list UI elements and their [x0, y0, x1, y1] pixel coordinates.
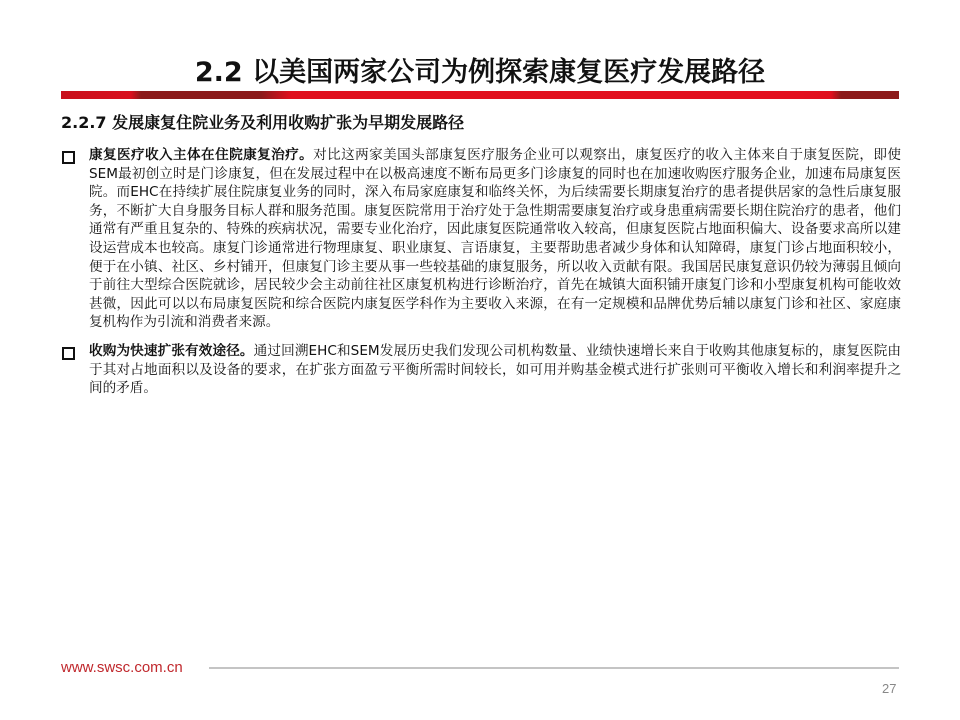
page-number: 27: [882, 681, 897, 696]
bullet-text: [89, 146, 901, 332]
bullet-body: 对比这两家美国头部康复医疗服务企业可以观察出，康复医疗的收入主体来自于康复医院，即使SEM最初创立时是门诊康复，但在发展过程中在以极高速度不断布局更多门诊康复的同时也在加速收购医疗服务企业，加速布局康复医院。而EHC在持续扩展住院康复业务的同时，深入布局家庭康复和临终关怀，为后续需要长期康复治疗的患者提供居家的急性后康复服务，不断扩大自身服务目标人群和服务范围。康复医院常用于治疗处于急性期需要康复治疗或身患重病需要长期住院治疗的患者，他们通常有严重且复杂的、特殊的疾病状况，需要专业化治疗，因此康复医院通常收入较高，但康复医院占地面积偏大、设备要求高所以建设运营成本也较高。康复门诊通常进行物理康复、职业康复、言语康复，主要帮助患者减少身体和认知障碍，康复门诊占地面积较小，便于在小镇、社区、乡村铺开，但康复门诊主要从事一些较基础的康复服务，所以收入贡献有限。我国居民康复意识仍较为薄弱且倾向于前往大型综合医院就诊，居民较少会主动前往社区康复机构进行诊断治疗，首先在城镇大面积铺开康复门诊和小型康复机构可能收效甚微，因此可以以布局康复医院和综合医院内康复医学科作为主要收入来源，在有一定规模和品牌优势后辅以康复门诊和社区、家庭康复机构作为引流和消费者来源。: [89, 147, 902, 331]
footer-divider: [209, 667, 899, 669]
bullet-list: [62, 146, 907, 408]
page-title: 2.2 以美国两家公司为例探索康复医疗发展路径: [194, 57, 766, 88]
bullet-lead: 康复医疗收入主体在住院康复治疗。: [89, 147, 314, 163]
square-bullet-icon: [62, 347, 75, 360]
footer-website-link[interactable]: www.swsc.com.cn: [61, 659, 183, 676]
title-divider-bar: [61, 91, 899, 99]
section-subtitle: 2.2.7 发展康复住院业务及利用收购扩张为早期发展路径: [61, 113, 465, 132]
bullet-item: [62, 342, 907, 398]
bullet-body: 通过回溯EHC和SEM发展历史我们发现公司机构数量、业绩快速增长来自于收购其他康复标的，康复医院由于其对占地面积以及设备的要求，在扩张方面盈亏平衡所需时间较长，如可用并购基金模式进行扩张则可平衡收入增长和利润率提升之间的矛盾。: [89, 342, 902, 397]
bullet-text: [89, 342, 901, 398]
bullet-lead: 收购为快速扩张有效途径。: [89, 342, 254, 359]
square-bullet-icon: [62, 151, 75, 164]
bullet-item: [62, 146, 907, 332]
